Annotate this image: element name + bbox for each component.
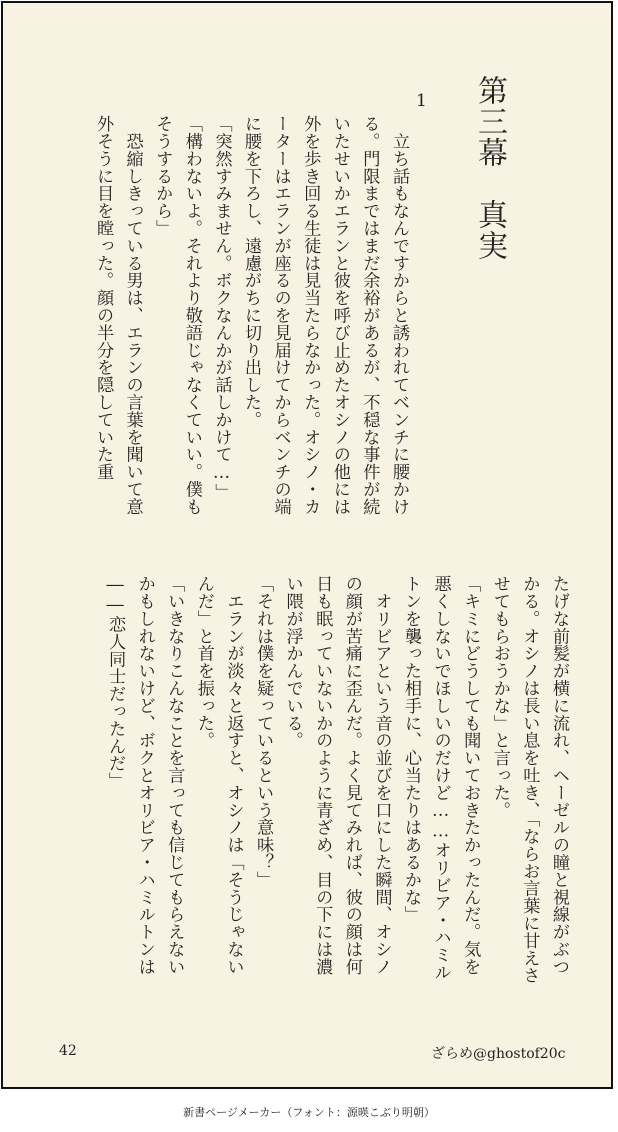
book-page — [1, 1, 613, 1089]
generator-caption: 新書ページメーカー（フォント：源暎こぶり明朝） — [183, 1106, 435, 1119]
paragraph: オリビアという音の並びを口にした瞬間、オシノの顔が苦痛に歪んだ。よく見てみれば、彼の顔は何日も眠っていないかのように青ざめ、目の下には濃い隈が浮かんでいる。 — [282, 575, 392, 976]
paragraph: エランが淡々と返すと、オシノは「そうじゃないんだ」と首を振った。 — [193, 575, 244, 976]
paragraph: 恐縮しきっている男は、エランの言葉を聞いて意外そうに目を瞠った。顔の半分を隠していた重 — [93, 115, 143, 516]
paragraph: 「それは僕を疑っているという意味？」 — [253, 575, 274, 889]
paragraph: 「突然すみません。ボクなんかが話しかけて…」 — [211, 115, 232, 501]
text-block-upper — [53, 115, 413, 525]
paragraph: たげな前髪が横に流れ、ヘーゼルの瞳と視線がぶつかる。オシノは長い息を吐き、「ならお言葉に甘えさせてもらおうかな」と言った。 — [489, 575, 569, 984]
paragraph: 「いきなりこんなことを言っても信じてもらえないかもしれないけど、ボクとオリビア・ハミルトンは――恋人同士だったんだ」 — [105, 575, 185, 976]
paragraph: 「構わないよ。それより敬語じゃなくていい。僕もそうするから」 — [152, 115, 202, 516]
author-credit: ざらめ@ghostof20c — [431, 1046, 566, 1062]
paragraph: 立ち話もなんですからと誘われてベンチに腰かける。門限まではまだ余裕があるが、不穏な事件が続いたせいかエランと彼を呼び止めたオシノの他には外を歩き回る生徒は見当たらなかった。オシノ・カーターはエランが座るのを見届けてからベンチの端に腰を下ろし、遠慮がちに切り出した。 — [241, 115, 409, 516]
section-number: 1 — [416, 91, 427, 111]
text-block-lower — [55, 575, 573, 985]
paragraph: 「キミにどうしても聞いておきたかったんだ。気を悪くしないでほしいのだけど……オリビア・ハミルトンを襲った相手に、心当たりはあるかな」 — [401, 575, 481, 981]
page-number: 42 — [59, 1043, 77, 1059]
chapter-title: 第三幕 真実 — [472, 75, 507, 261]
